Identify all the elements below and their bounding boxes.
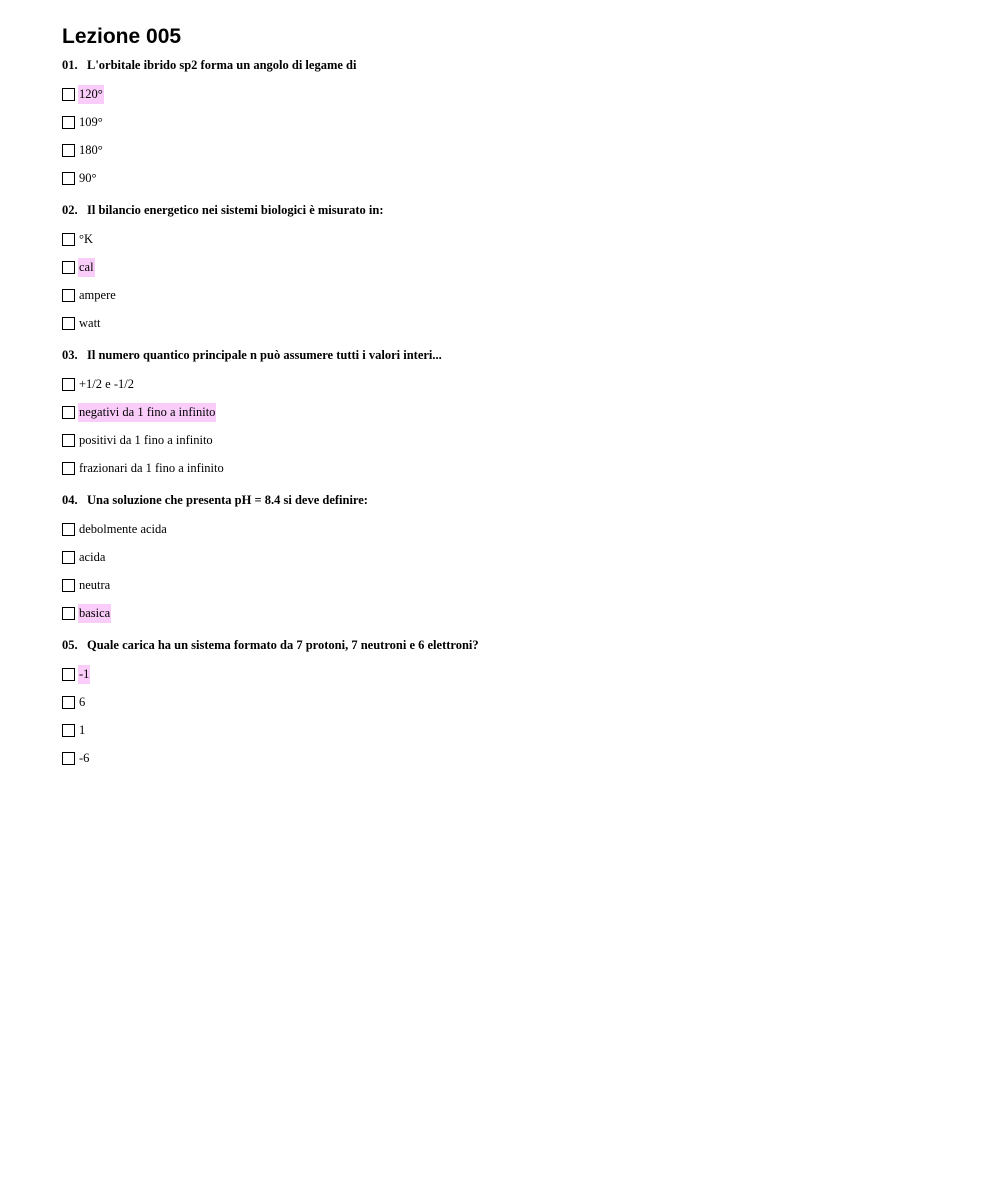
answer-checkbox[interactable] [62,261,75,274]
answer-label: 180° [79,142,103,157]
answer-label: °K [79,231,94,246]
answer-checkbox[interactable] [62,607,75,620]
answer-option [62,281,962,309]
answer-option [62,309,962,337]
answer-label: -6 [79,750,90,765]
answer-label: positivi da 1 fino a infinito [79,432,213,447]
answer-checkbox[interactable] [62,233,75,246]
answer-option [62,571,962,599]
answer-option [62,108,962,136]
question-number: 01. [62,58,78,72]
question-text [62,636,962,654]
answer-checkbox[interactable] [62,523,75,536]
answer-label: acida [79,549,106,564]
answer-checkbox[interactable] [62,579,75,592]
answer-checkbox[interactable] [62,144,75,157]
answer-option [62,164,962,192]
answer-checkbox[interactable] [62,462,75,475]
question-text [62,56,962,74]
answer-label: basica [78,604,111,623]
answer-option [62,454,962,482]
page-title: Lezione 005 [62,25,182,48]
question-number: 04. [62,493,78,507]
answer-label: -1 [78,665,90,684]
answer-option [62,660,962,688]
answer-checkbox[interactable] [62,551,75,564]
answer-checkbox[interactable] [62,724,75,737]
answer-option [62,543,962,571]
answer-option [62,599,962,627]
question-text [62,201,962,219]
answer-checkbox[interactable] [62,378,75,391]
answer-checkbox[interactable] [62,289,75,302]
answer-label: 6 [79,694,86,709]
question-4 [62,491,962,627]
answer-label: frazionari da 1 fino a infinito [79,460,224,475]
answer-option [62,136,962,164]
answer-label: debolmente acida [79,521,167,536]
answer-checkbox[interactable] [62,752,75,765]
question-prompt: Il bilancio energetico nei sistemi biologici è misurato in: [87,203,384,217]
answer-checkbox[interactable] [62,668,75,681]
answer-option [62,370,962,398]
answer-option [62,426,962,454]
answer-label: 109° [79,114,103,129]
answer-checkbox[interactable] [62,317,75,330]
answer-label: ampere [79,287,116,302]
answer-option [62,80,962,108]
question-number: 02. [62,203,78,217]
answer-option [62,253,962,281]
question-2 [62,201,962,337]
answer-checkbox[interactable] [62,116,75,129]
question-prompt: Il numero quantico principale n può assumere tutti i valori interi... [87,348,442,362]
question-prompt: Una soluzione che presenta pH = 8.4 si deve definire: [87,493,368,507]
question-prompt: Quale carica ha un sistema formato da 7 protoni, 7 neutroni e 6 elettroni? [87,638,479,652]
answer-option [62,225,962,253]
question-5 [62,636,962,772]
answer-label: negativi da 1 fino a infinito [78,403,216,422]
answer-label: +1/2 e -1/2 [79,376,134,391]
question-number: 05. [62,638,78,652]
answer-checkbox[interactable] [62,172,75,185]
answer-label: 90° [79,170,97,185]
answer-checkbox[interactable] [62,696,75,709]
question-text [62,346,962,364]
answer-label: cal [78,258,95,277]
answer-option [62,744,962,772]
answer-option [62,515,962,543]
answer-label: 1 [79,722,86,737]
question-number: 03. [62,348,78,362]
question-text [62,491,962,509]
question-1 [62,56,962,192]
question-prompt: L'orbitale ibrido sp2 forma un angolo di legame di [87,58,357,72]
answer-label: neutra [79,577,111,592]
answer-label: watt [79,315,101,330]
answer-label: 120° [78,85,104,104]
answer-checkbox[interactable] [62,434,75,447]
answer-option [62,716,962,744]
question-3 [62,346,962,482]
answer-option [62,688,962,716]
answer-option [62,398,962,426]
answer-checkbox[interactable] [62,406,75,419]
answer-checkbox[interactable] [62,88,75,101]
quiz-page [62,22,962,781]
